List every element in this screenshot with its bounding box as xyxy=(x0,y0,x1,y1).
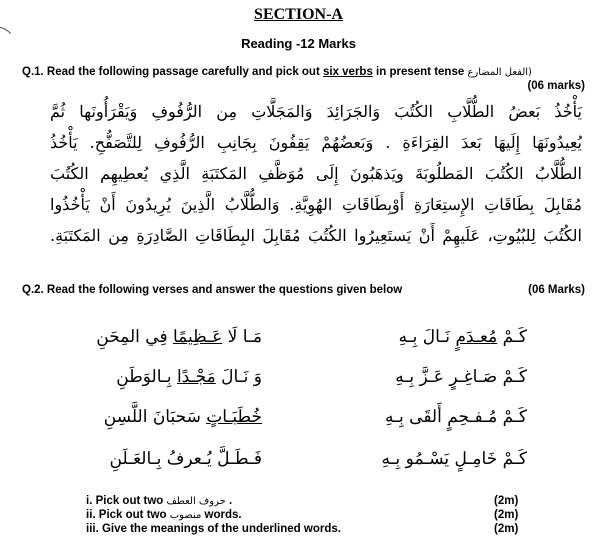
passage-line: يُعِيدُونَهَا إِلَيهَا بَعدَ القِرَاءَةِ . وَبَعضُهُمْ يَقِفُونَ بِجَانِبِ الرُّفُوفِ لِلتَّصَفُّحِ. يَأْخُذُ xyxy=(50,133,582,152)
q2-marks: (06 Marks) xyxy=(528,284,585,296)
sub-question: iii. Give the meanings of the underlined words. (2m) xyxy=(86,523,519,535)
q1-emphasis: six verbs xyxy=(322,66,373,78)
underlined-word: عَـظِيمًا xyxy=(173,327,223,347)
verse-first-hemistich: كَـمْ مُعـدَمٍ نَـالَ بِـهِ xyxy=(398,327,527,347)
verse-first-hemistich: كَـمْ خَامِـلٍ يَسْـمُو بِـهِ xyxy=(381,449,527,469)
sub-question: ii. Pick out two منصوب words. (2m) xyxy=(86,509,519,521)
verse-row xyxy=(0,362,597,392)
passage-line: يَأْخُذُ بَعضُ الطُّلَّابِ الكُتُبَ وَالجَرَائِدَ وَالمَجَلَّاتِ مِن الرُّفُوفِ وَيَقْرَأُونَها ثُمَّ xyxy=(50,102,583,121)
verse-second-hemistich: وَ نَـالَ مَجْـدًا بِـالوَطَنِ xyxy=(116,367,262,387)
underlined-word: خُطَبَـاتٍ xyxy=(206,407,262,427)
verse-row xyxy=(0,444,597,474)
passage-line: الكُتُبَ لِلبُيُوتِ، عَلَيهِمْ أَنْ يَستَعِيرُوا الكُتُبَ مُقَابِلَ البِطَاقَاتِ الصَّادِرَةِ مِن المَكتَبَةِ. xyxy=(50,226,582,245)
sub-question-marks: (2m) xyxy=(494,523,519,535)
sub-question-arabic: منصوب xyxy=(169,510,202,521)
verse-first-hemistich: كَـمْ مُـفـحِمٍ أَلقَى بِـهِ xyxy=(384,407,527,427)
verse-second-hemistich: خُطَبَـاتٍ سَحبَانَ اللَّسِنِ xyxy=(103,407,262,427)
reading-title: Reading -12 Marks xyxy=(241,36,356,51)
sub-question-marks: (2m) xyxy=(494,509,519,521)
verse-second-hemistich: فَـطَـلَّ يُـعرفُ بِـالعَـلَنِ xyxy=(109,449,262,469)
q1-marks: (06 marks) xyxy=(527,80,585,92)
arabic-passage xyxy=(50,96,582,251)
sub-questions xyxy=(86,494,586,536)
sub-question: i. Pick out two حروف العطف . (2m) xyxy=(86,495,519,507)
sub-question-marks: (2m) xyxy=(494,495,519,507)
question-1-text xyxy=(22,66,592,78)
verse-second-hemistich: مَـا لَا عَـظِيمًا فِي المِحَنِ xyxy=(96,327,262,347)
q1-arabic-term: (الفعل المضارع xyxy=(467,67,532,78)
passage-line: مُقَابِلَ بِطَاقَاتِ الإِستِعَارَةِ أَوْبِطَاقَاتِ الهُوِيَّةِ. وَالطُّلَّابُ الَّذِينَ يُرِيدُونَ أَنْ يَأْخُذُوا xyxy=(50,195,582,214)
question-2-text: Q.2. Read the following verses and answer the questions given below xyxy=(22,284,403,296)
verse-row xyxy=(0,322,597,352)
verse-row xyxy=(0,402,597,432)
underlined-word: مَجْـدًا xyxy=(177,367,216,387)
section-title: SECTION-A xyxy=(254,6,343,23)
passage-line: الطُّلَّابُ الكُتُبَ المَطلُوبَةَ ويَذهَبُونَ إِلَى مُوَظَّفِ المَكتَبَةِ الَّذِي يُعطِيهِم الكُتُبَ xyxy=(50,164,582,183)
underlined-word: مُعـدَمٍ xyxy=(455,327,498,347)
verse-first-hemistich: كَـمْ صَـاغِـرٍ عَـزَّ بِـهِ xyxy=(395,367,527,387)
q1-suffix: in present tense xyxy=(372,66,468,78)
sub-question-arabic: حروف العطف xyxy=(166,496,226,507)
q1-prefix: Q.1. Read the following passage carefully and pick out xyxy=(22,66,323,78)
